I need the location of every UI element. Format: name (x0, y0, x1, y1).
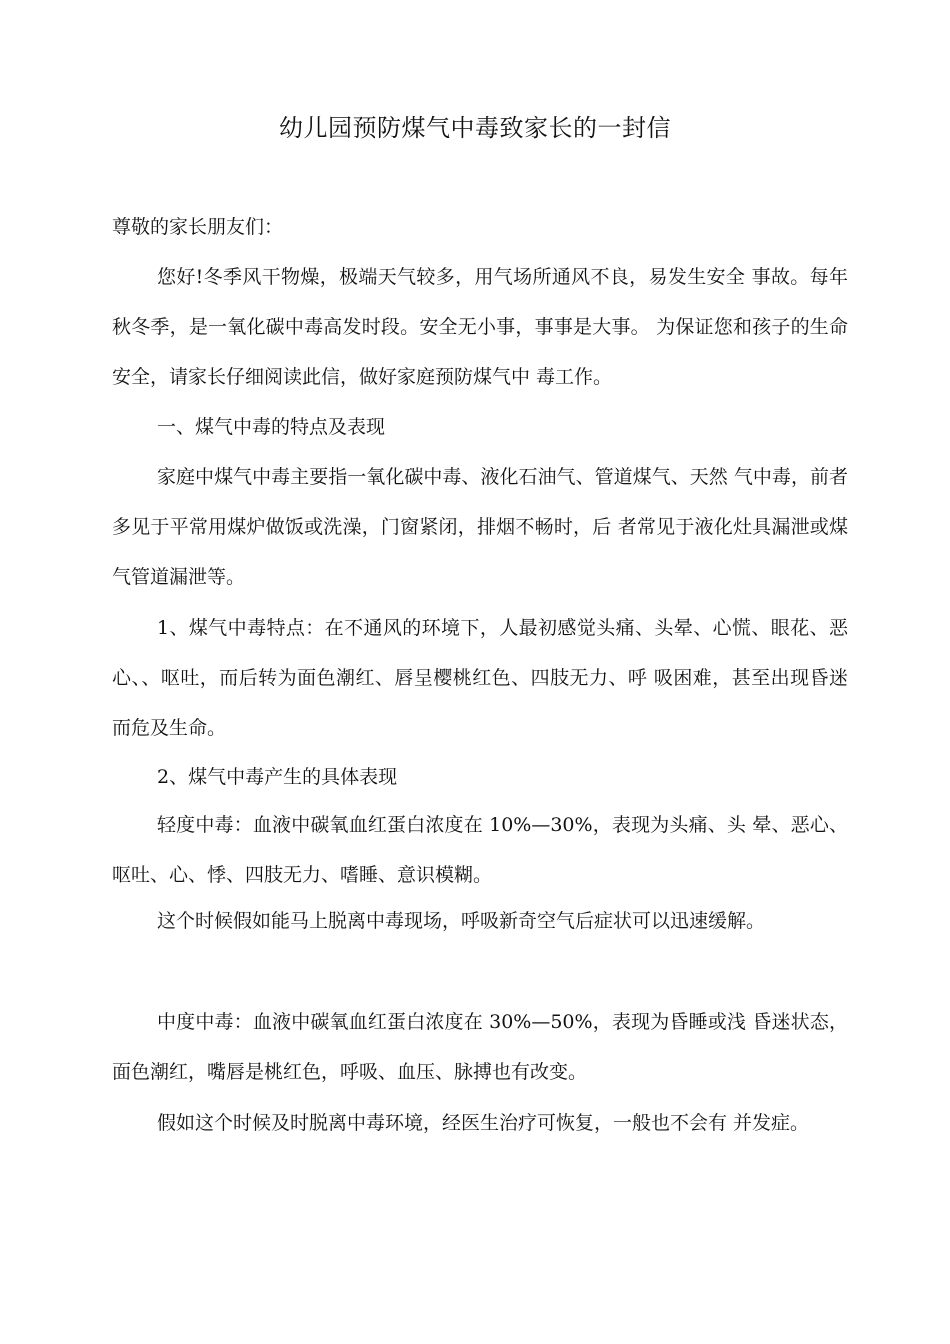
paragraph-greeting: 您好!冬季风干物燥，极端天气较多，用气场所通风不良，易发生安全 事故。每年秋冬季，是一氧化碳中毒高发时段。安全无小事，事事是大事。 为保证您和孩子的生命安全，请家长仔细阅读此信，做好家庭预防煤气中 毒工作。 (112, 266, 848, 388)
paragraph-characteristics: 1、煤气中毒特点：在不通风的环境下，人最初感觉头痛、头晕、心慌、眼花、恶心、、呕吐，而后转为面色潮红、唇呈樱桃红色、四肢无力、呼 吸困难，甚至出现昏迷而危及生命。 (112, 617, 848, 739)
subheading-specific-symptoms: 2、煤气中毒产生的具体表现 (157, 766, 398, 788)
section-heading-1: 一、煤气中毒的特点及表现 (157, 416, 386, 438)
paragraph-mild-recovery: 这个时候假如能马上脱离中毒现场，呼吸新奇空气后症状可以迅速缓解。 (157, 910, 766, 932)
paragraph-moderate-recovery: 假如这个时候及时脱离中毒环境，经医生治疗可恢复，一般也不会有 并发症。 (157, 1112, 810, 1134)
document-title: 幼儿园预防煤气中毒致家长的一封信 (279, 114, 671, 142)
paragraph-mild-poisoning: 轻度中毒：血液中碳氧血红蛋白浓度在 10%—30%，表现为头痛、头 晕、恶心、呕吐、心、悸、四肢无力、嗜睡、意识模糊。 (112, 814, 848, 886)
salutation: 尊敬的家长朋友们： (112, 216, 284, 238)
paragraph-gas-poisoning-definition: 家庭中煤气中毒主要指一氧化碳中毒、液化石油气、管道煤气、天然 气中毒，前者多见于平常用煤炉做饭或洗澡，门窗紧闭，排烟不畅时，后 者常见于液化灶具漏泄或煤气管道漏泄等。 (112, 466, 848, 588)
paragraph-moderate-poisoning: 中度中毒：血液中碳氧血红蛋白浓度在 30%—50%，表现为昏睡或浅 昏迷状态，面色潮红，嘴唇是桃红色，呼吸、血压、脉搏也有改变。 (112, 1011, 848, 1083)
